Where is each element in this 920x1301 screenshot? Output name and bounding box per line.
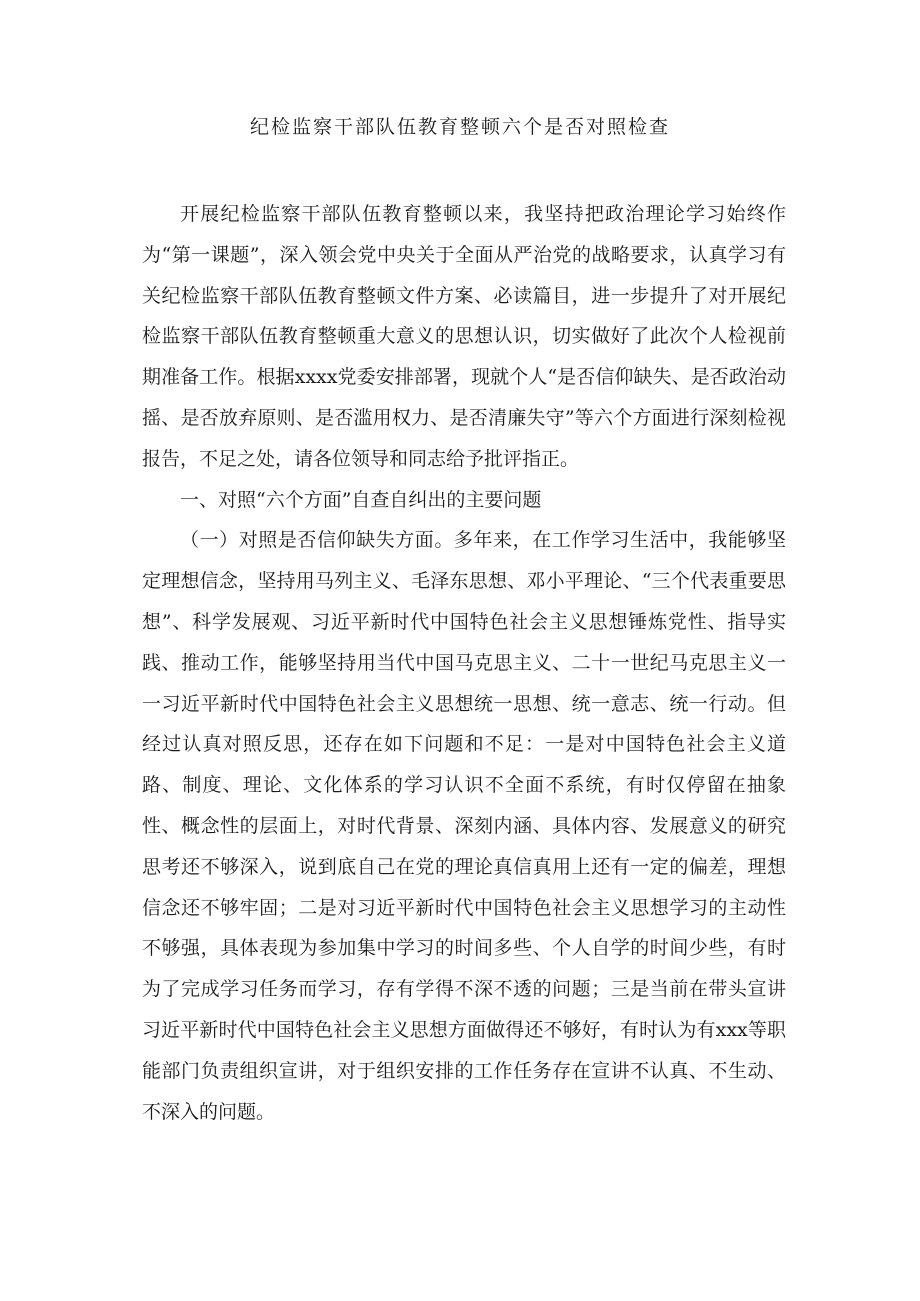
section-heading-1: 一、对照“六个方面”自查自纠出的主要问题 [180,488,542,511]
document-body [142,194,786,1132]
paragraph-faith: （一）对照是否信仰缺失方面。多年来，在工作学习生活中，我能够坚定理想信念，坚持用马列主义、毛泽东思想、邓小平理论、“三个代表重要思想”、科学发展观、习近平新时代中国特色社会主义思想锤炼党性、指导实践、推动工作，能够坚持用当代中国马克思主义、二十一世纪马克思主义一一习近平新时代中国特色社会主义思想统一思想、统一意志、统一行动。但经过认真对照反思，还存在如下问题和不足：一是对中国特色社会主义道路、制度、理论、文化体系的学习认识不全面不系统，有时仅停留在抽象性、概念性的层面上，对时代背景、深刻内涵、具体内容、发展意义的研究思考还不够深入，说到底自己在党的理论真信真用上还有一定的偏差，理想信念还不够牢固；二是对习近平新时代中国特色社会主义思想学习的主动性不够强，具体表现为参加集中学习的时间多些、个人自学的时间少些，有时为了完成学习任务而学习，存有学得不深不透的问题；三是当前在带头宣讲习近平新时代中国特色社会主义思想方面做得还不够好，有时认为有xxx等职能部门负责组织宣讲，对于组织安排的工作任务存在宣讲不认真、不生动、不深入的问题。 [142,529,786,1123]
document-title: 纪检监察干部队伍教育整顿六个是否对照检查 [249,116,670,138]
paragraph-intro: 开展纪检监察干部队伍教育整顿以来，我坚持把政治理论学习始终作为“第一课题”，深入领会党中央关于全面从严治党的战略要求，认真学习有关纪检监察干部队伍教育整顿文件方案、必读篇目，进一步提升了对开展纪检监察干部队伍教育整顿重大意义的思想认识，切实做好了此次个人检视前期准备工作。根据xxxx党委安排部署，现就个人“是否信仰缺失、是否政治动摇、是否放弃原则、是否滥用权力、是否清廉失守”等六个方面进行深刻检视报告，不足之处，请各位领导和同志给予批评指正。 [142,203,786,470]
